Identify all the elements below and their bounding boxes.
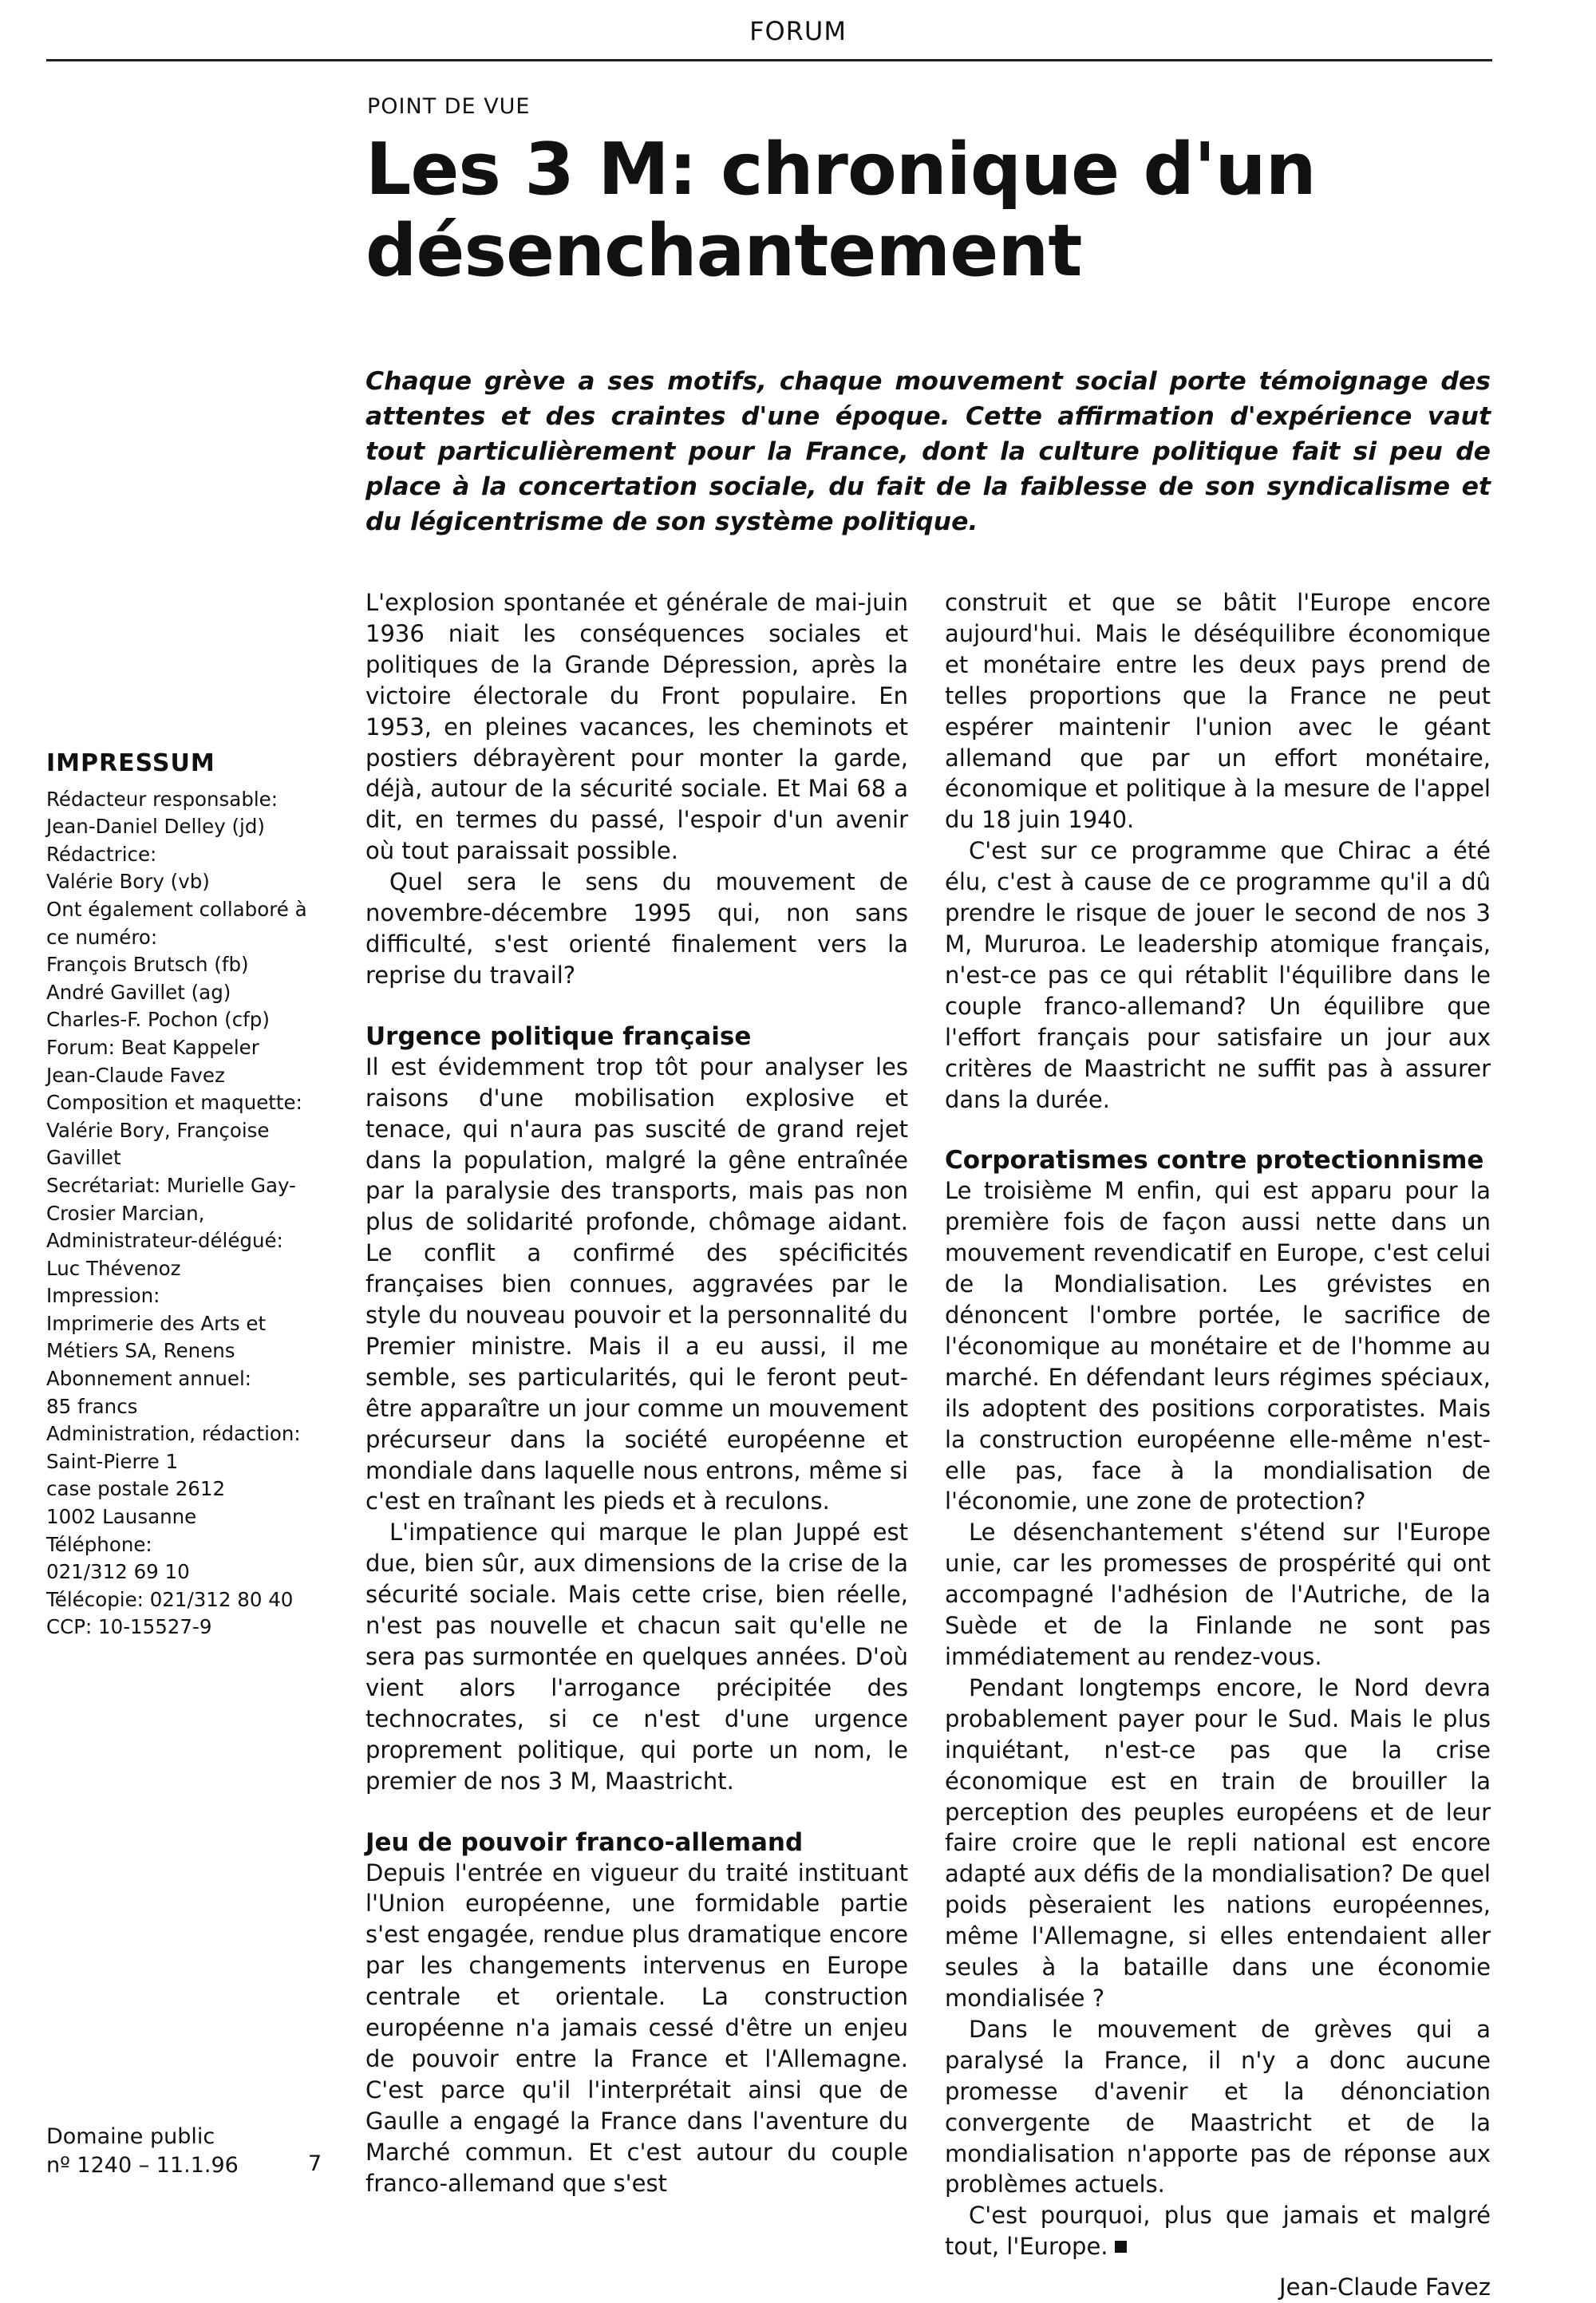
impressum-line: André Gavillet (ag) <box>46 980 231 1004</box>
article-column-1 <box>365 587 908 2199</box>
end-mark-icon <box>1115 2241 1127 2253</box>
article-title: Les 3 M: chronique d'un désenchantement <box>365 128 1316 293</box>
impressum-line: 85 francs <box>46 1394 138 1418</box>
section-label: FORUM <box>749 16 847 46</box>
impressum-line: Luc Thévenoz <box>46 1256 181 1280</box>
paragraph: Quel sera le sens du mouvement de novembre-décembre 1995 qui, non sans difficulté, s'est orienté finalement vers la reprise du travail? <box>365 868 908 989</box>
impressum-line: Ont également collaboré à <box>46 897 307 921</box>
paragraph: C'est sur ce programme que Chirac a été élu, c'est à cause de ce programme qu'il a dû prendre le risque de jouer le second de nos 3 M, Mururoa. Le leadership atomique français, n'est-ce pas ce qui rétablit l'équilibre dans le couple franco-allemand? Un équilibre que l'effort français pour satisfaire un jour aux critères de Maastricht ne suffit pas à assurer dans la durée. <box>945 837 1491 1113</box>
paragraph: L'explosion spontanée et générale de mai-juin 1936 niait les conséquences sociales et politiques de la Grande Dépression, après la victoire électorale du Front populaire. En 1953, en pleines vacances, les cheminots et postiers débrayèrent pour monter la garde, déjà, autour de la sécurité sociale. Et Mai 68 a dit, en termes du passé, l'espoir d'un avenir où tout paraissait possible. <box>365 589 908 865</box>
article-lede: Chaque grève a ses motifs, chaque mouvement social porte témoignage des attentes et des craintes d'une époque. Cette affirmation d'expérience vaut tout particulièrement pour la France, dont la culture politique fait si peu de place à la concertation sociale, du fait de la faiblesse de son syndicalisme et du légicentrisme de son système politique. <box>365 367 1491 536</box>
subheading: Urgence politique française <box>365 1021 752 1051</box>
impressum-line: Crosier Marcian, <box>46 1201 205 1225</box>
impressum-line: Téléphone: <box>46 1532 152 1556</box>
impressum-line: Jean-Claude Favez <box>46 1063 225 1087</box>
impressum-line: François Brutsch (fb) <box>46 953 249 977</box>
paragraph-final <box>945 2200 1491 2262</box>
impressum-line: Métiers SA, Renens <box>46 1339 235 1363</box>
impressum-line: Valérie Bory (vb) <box>46 870 210 894</box>
impressum-line: ce numéro: <box>46 925 158 949</box>
impressum-line: Saint-Pierre 1 <box>46 1449 179 1473</box>
impressum-line: Administration, rédaction: <box>46 1422 301 1446</box>
impressum-line: Rédactrice: <box>46 842 157 866</box>
paragraph: Il est évidemment trop tôt pour analyser les raisons d'une mobilisation explosive et tenace, qui n'aura pas suscité de grand rejet dans la population, malgré la gêne entraînée par la paralysie des transports, mais pas non plus de solidarité profonde, chômage aidant. Le conflit a confirmé des spécificités françaises bien connues, aggravées par le style du nouveau pouvoir et la personnalité du Premier ministre. Mais il a eu aussi, il me semble, ses particularités, qui le feront peut-être apparaître un jour comme un mouvement précurseur dans la société européenne et mondiale dans laquelle nous entrons, même si c'est en traînant les pieds et à reculons. <box>365 1053 908 1515</box>
header-rule <box>46 59 1492 61</box>
impressum-line: Imprimerie des Arts et <box>46 1311 267 1335</box>
footer-publication <box>46 2123 239 2180</box>
subheading: Corporatismes contre protectionnisme <box>945 1146 1484 1175</box>
impressum-line: Valérie Bory, Françoise <box>46 1118 270 1142</box>
impressum-line: Abonnement annuel: <box>46 1367 252 1391</box>
impressum-line: Charles-F. Pochon (cfp) <box>46 1008 270 1032</box>
impressum-line: 021/312 69 10 <box>46 1560 190 1584</box>
paragraph: Le troisième M enfin, qui est apparu pour la première fois de façon aussi nette dans un mouvement revendicatif en Europe, c'est celui de la Mondialisation. Les grévistes en dénoncent l'ombre portée, le sacrifice de l'économique au monétaire et de l'homme au marché. En défendant leurs régimes spéciaux, ils adoptent des positions corporatistes. Mais la construction européenne elle-même n'est-elle pas, face à la mondialisation de l'économie, une zone de protection? <box>945 1177 1491 1515</box>
paragraph: construit et que se bâtit l'Europe encore aujourd'hui. Mais le déséquilibre économique et monétaire entre les deux pays prend de telles proportions que la France ne peut espérer maintenir l'union avec le géant allemand que par un effort monétaire, économique et politique à la mesure de l'appel du 18 juin 1940. <box>945 589 1491 834</box>
impressum-line: Impression: <box>46 1284 160 1308</box>
subheading: Jeu de pouvoir franco-allemand <box>365 1827 804 1857</box>
paragraph: L'impatience qui marque le plan Juppé est due, bien sûr, aux dimensions de la crise de la sécurité sociale. Mais cette crise, bien réelle, n'est pas nouvelle et chacun sait qu'elle ne sera pas surmontée en quelques années. D'où vient alors l'arrogance précipitée des technocrates, si ce n'est d'une urgence proprement politique, qui porte un nom, le premier de nos 3 M, Maastricht. <box>365 1519 908 1795</box>
impressum-title: IMPRESSUM <box>46 749 215 777</box>
page-number: 7 <box>308 2151 322 2176</box>
final-sentence: C'est pourquoi, plus que jamais et malgré tout, l'Europe. <box>945 2202 1491 2261</box>
impressum-line: Gavillet <box>46 1146 121 1170</box>
impressum-line: Forum: Beat Kappeler <box>46 1035 259 1059</box>
impressum-line: CCP: 10-15527-9 <box>46 1615 212 1639</box>
paragraph: Depuis l'entrée en vigueur du traité instituant l'Union européenne, une formidable partie s'est engagée, rendue plus dramatique encore par les changements intervenus en Europe centrale et orientale. La construction européenne n'a jamais cessé d'être un enjeu de pouvoir entre la France et l'Allemagne. C'est parce qu'il l'interprétait ainsi que de Gaulle a engagé la France dans l'aventure du Marché commun. Et c'est autour du couple franco-allemand que s'est <box>365 1859 908 2197</box>
author-signature: Jean-Claude Favez <box>1279 2273 1491 2301</box>
article-kicker: POINT DE VUE <box>367 94 531 119</box>
impressum-line: case postale 2612 <box>46 1477 226 1501</box>
impressum-line: Jean-Daniel Delley (jd) <box>46 815 265 839</box>
issue-number: nº 1240 – 11.1.96 <box>46 2153 239 2178</box>
impressum-line: Secrétariat: Murielle Gay- <box>46 1173 296 1197</box>
impressum-line: 1002 Lausanne <box>46 1505 197 1529</box>
impressum-line: Administrateur-délégué: <box>46 1229 283 1253</box>
article-column-2 <box>945 587 1491 2303</box>
paragraph: Dans le mouvement de grèves qui a paralysé la France, il n'y a donc aucune promesse d'avenir et la dénonciation convergente de Maastricht et de la mondialisation n'apporte pas de réponse aux problèmes actuels. <box>945 2015 1491 2198</box>
paragraph: Le désenchantement s'étend sur l'Europe unie, car les promesses de prospérité qui ont accompagné l'adhésion de l'Autriche, de la Suède et de la Finlande ne sont pas immédiatement au rendez-vous. <box>945 1519 1491 1670</box>
impressum-line: Rédacteur responsable: <box>46 787 279 811</box>
impressum-lines <box>46 786 326 1641</box>
publication-name: Domaine public <box>46 2124 215 2149</box>
paragraph: Pendant longtemps encore, le Nord devra probablement payer pour le Sud. Mais le plus inquiétant, n'est-ce pas que la crise économique est en train de brouiller la perception des peuples européens et de leur faire croire que le repli national est encore adapté aux défis de la mondialisation? De quel poids pèseraient les nations européennes, même l'Allemagne, si elles entendaient aller seules à la bataille dans une économie mondialisée ? <box>945 1673 1491 2012</box>
impressum-line: Télécopie: 021/312 80 40 <box>46 1587 294 1611</box>
impressum <box>46 750 326 1641</box>
impressum-line: Composition et maquette: <box>46 1091 302 1115</box>
